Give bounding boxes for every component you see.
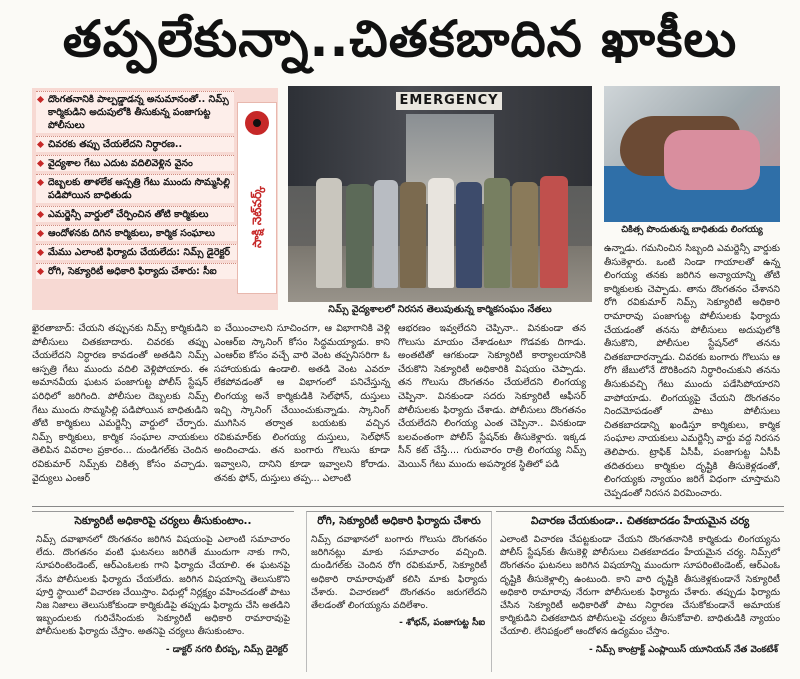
quote-body: నిమ్స్ దవాఖానలో బంగారు గొలుసు దొంగతనం జరిగినట్లు మాకు సమాచారం వచ్చింది. దుండిగల్‌కు చెందిన రోగి రవికుమార్, సెక్యూరిటీ అధికారి రామారావుతో కలిసి మాకు ఫిర్యాదు చేశారు. విచారణలో దొంగతనం జరుగలేదని తేలడంతో లింగయ్యను వదిలేశాం. [311, 534, 487, 612]
emergency-sign: EMERGENCY [396, 92, 502, 110]
protest-photo-caption: నిమ్స్ వైద్యశాలలో నిరసన తెలుపుతున్న కార్మికసంఘం నేతలు [328, 304, 552, 315]
network-tag-label: సాక్షి నెట్‌వర్క్ [250, 186, 264, 248]
quote-heading: రోగి, సెక్యూరిటీ అధికారి ఫిర్యాదు చేశారు [317, 515, 481, 527]
article-column-3: ఆభరణం ఇవ్వలేదని చెప్పినా.. వినకుండా తన గొలుసు మాయం చేశాడంటూ గొడవకు దిగాడు. అంతటితో ఆగకుండా సెక్యూరిటీ కార్యాలయానికి చేరుకొని సెక్యూరిటీ అధికారికి విషయం చెప్పాడు. తన గొలుసు దొంగతనం చేయలేదని లింగయ్య చెప్పినా. వినకుండా సదరు సెక్యూరిటీ ఆఫీసర్ పోలీసులకు ఫిర్యాదు చేశాడు. పోలీసులు దొంగతనం చేయలేదని లింగయ్య ఎంత చెప్పినా.. వినకుండా బలవంతంగా పోలీస్ స్టేషన్‌కు తీసుకెళ్లారు. ఇక్కడ సీన్ కట్ చేస్తే.... గురువారం రాత్రి లింగయ్య నిమ్స్ మెయిన్ గేటు ముందు అపస్మారక స్థితిలో పడి [398, 323, 586, 470]
quote-body: ఎలాంటి విచారణ చేపట్టకుండా చేయని దొంగతనానికి కార్మికుడు లింగయ్యను పోలీస్ స్టేషన్‌కు తీసుకెళ్లి పోలీసులు చితకబాదడం హేయమైన చర్య. నిమ్స్‌లో దొంగతనం ఘటనలు జరిగిన విషయాన్ని ముందుగా సూపరింటెండెంట్, ఆర్ఎంఓ దృష్టికి తీసుకెళ్లాల్సి ఉంటుంది. కాని వారి దృష్టికి తీసుకెళ్లకుండానే సెక్యూరిటీ అధికారి రామారావు నేరుగా పోలీసులకు ఫిర్యాదు చేశారు. తప్పుడు ఫిర్యాదు చేసిన సెక్యూరిటీ అధికారితో పాటు నిర్దారణ చేసుకోకుండానే అమాయక కార్మికుడిని చితకబాదిన పోలీసులపై చర్యలు తీసుకోవాలి. బాధితుడికి న్యాయం చేయాలి. లేనిపక్షంలో ఆందోళన ఉద్యమం చేస్తాం. [500, 534, 780, 638]
quote-box-director [32, 511, 294, 672]
highlight-item: మేము ఎలాంటి ఫిర్యాదు చేయలేదు: నిమ్స్ డైరెక్టర్ [36, 244, 276, 260]
highlight-item: ఎమర్జెన్సీ వార్డులో చేర్పించిన తోటి కార్మికులు [36, 206, 234, 222]
patient-photo-caption: చికిత్స పొందుతున్న బాధితుడు లింగయ్య [621, 225, 763, 235]
quote-signature: - శోభన్, పంజాగుట్ట సీఐ [399, 618, 485, 629]
highlight-item: రోగి, సెక్యూరిటీ అధికారి ఫిర్యాదు చేశారు: సీఐ [36, 263, 276, 279]
quote-signature: - నిమ్స్ కాంట్రాక్ట్ ఎంప్లాయిస్ యూనియన్ నేత వెంకటేశ్ [588, 644, 778, 655]
highlight-item: దొంగతనానికి పాల్పడ్డాడన్న అనుమానంతో.. నిమ్స్ కార్మికుడిని అదుపులోకి తీసుకున్న పంజాగుట్ట పోలీసులు [36, 91, 234, 133]
quote-body: నిమ్స్ దవాఖానలో దొంగతనం జరిగిన విషయంపై ఎలాంటి సమాచారం లేదు. దొంగతనం వంటి ఘటనలు జరిగితే ముందుగా నాకు గాని, సూపరింటెండెంట్, ఆర్ఎంఓలకు గాని ఫిర్యాదు చేయాలి. ఈ ఘటనపై నేను పోలీసులకు ఫిర్యాదు చేయలేదు. జరిగిన విషయాన్ని తెలుసుకొని పూర్తి స్థాయిలో విచారణ చేయిస్తాం. విధుల్లో నిర్లక్ష్యం వహించడంతో పాటు నిజ నిజాలు తెలుసుకోకుండా కార్మికుడిపై తప్పుడు ఫిర్యాదు చేసి అతడిని ఇబ్బందులకు గురిచేసిందుకు సెక్యూరిటీ అధికారి రామారావుపై పోలీసులకు ఫిర్యాదు చేస్తాం. అతనిపై చర్యలు తీసుకుంటాం. [36, 534, 290, 638]
quote-box-ci [306, 511, 492, 672]
patient-photo [604, 86, 780, 222]
article-column-4: ఉన్నాడు. గమనించిన సిబ్బంది ఎమర్జెన్సీ వార్డుకు తీసుకెళ్లారు. ఒంటి నిండా గాయాలతో ఉన్న లింగయ్య తనకు జరిగిన అన్యాయాన్ని తోటి కార్మికులకు చెప్పాడు. తాను దొంగతనం చేశానని రోగి రవికుమార్ నిమ్స్ సెక్యూరిటీ అధికారి రామారావు పంజాగుట్ట పోలీసులకు ఫిర్యాదు చేయడంతో తనను పోలీసులు అదుపులోకి తీసుకొని, పోలీసుల స్టేషన్‌లో తనను చితకబాదారన్నాడు. చివరకు బంగారు గొలుసు ఆ రోగి జేబులోనే దొరికిందని నిర్ధారించుకుని తనను తీసుకువచ్చి గేటు ముందు పడేసిపోయారని వాపోయాడు. లింగయ్యపై చేయని దొంగతనం నిందమోపడంతో పాటు పోలీసులు చితకబాదడాన్ని ఖండిస్తూ కార్మికులు, కార్మిక సంఘాల నాయకులు ఎమర్జెన్సీ వార్డు వద్ద నిరసన తెలిపారు. ట్రాఫిక్ ఏసీపీ, పంజాగుట్ట ఏసీపీ తదితరులు కార్మికుల దృష్టికి తీసుకెళ్లడంతో, లింగయ్యకు న్యాయం జరిగే విధంగా చూస్తామని చెప్పడంతో నిరసన విరమించారు. [604, 243, 780, 499]
quote-heading: విచారణ చేయకుండా.. చితకబాదడం హేయమైన చర్య [530, 515, 750, 527]
logo-dot-icon [245, 111, 269, 135]
highlight-item: చివరకు తప్పు చేయలేదని నిర్ధారణ.. [36, 136, 234, 152]
article-column-1: ఖైరతాబాద్: చేయని తప్పునకు నిమ్స్ కార్మికుడిని పోలీసులు చితకబాదారు. చివరకు తప్పు చేయలేదని నిర్ధారణ కావడంతో అతడిని నిమ్స్ ఆస్పత్రి గేటు ముందు వదిలి వెళ్లిపోయారు. ఈ అమానవీయ ఘటన పంజాగుట్ట పోలీస్ స్టేషన్ పరిధిలో జరిగింది. పోలీసుల దెబ్బలకు నిమ్స్ గేటు ముందు సొమ్మసిల్లి పడిపోయిన బాధితుడిని తోటి కార్మికులు ఎమర్జెన్సీ వార్డులో చేర్పారు. నిమ్స్ కార్మికులు, కార్మిక సంఘాల నాయకులు తెలిపిన వివరాల ప్రకారం... దుండిగల్‌కు చెందిన రవికుమార్ నిమ్స్‌కు చికిత్స కోసం వచ్చాడు. వైద్యులు ఎంఆర్ [32, 323, 208, 484]
highlight-item: దెబ్బలకు తాళలేక ఆస్పత్రి గేటు ముందు సొమ్మసిల్లి పడిపోయిన బాధితుడు [36, 174, 234, 203]
article-column-2: ఐ చేయించాలని సూచించగా, ఆ విభాగానికి వెళ్లి ఎంఆర్ఐ స్కానింగ్ కోసం సిద్ధమయ్యాడు. కాని ఎంఆర్ఐ కోసం వచ్చే వారి వెంట తప్పనిసరిగా ఓ సహాయకుడు ఉండాలి. అతడి వెంట ఎవరూ లేకపోవడంతో ఆ విభాగంలో పనిచేస్తున్న లింగయ్య అనే కార్మికుడికి సెల్‌ఫోన్, దుస్తులు ఇచ్చి స్కానింగ్ చేయించుకున్నాడు. స్కానింగ్ ముగిసిన తర్వాత బయటకు వచ్చిన రవికుమార్‌కు లింగయ్య దుస్తులు, సెల్‌ఫోన్ అందించాడు. తన బంగారు గొలుసు కూడా ఇవ్వాలని, దానిని కూడా ఇవ్వాలని కోరాడు. తనకు ఫోన్, దుస్తులు తప్ప... ఎలాంటి [214, 323, 390, 484]
quote-heading: సెక్యూరిటీ అధికారిపై చర్యలు తీసుకుంటాం.. [74, 515, 252, 527]
network-tag [237, 102, 277, 294]
quote-signature: - డాక్టర్ నగరి బీరప్ప, నిమ్స్ డైరెక్టర్ [165, 644, 288, 655]
highlight-item: ఆందోళనకు దిగిన కార్మికులు, కార్మిక సంఘాలు [36, 225, 276, 241]
protest-photo [288, 86, 592, 302]
highlight-item: వైద్యశాల గేటు ఎదుట వదిలివెళ్లిన వైనం [36, 155, 234, 171]
quote-box-union [496, 511, 784, 672]
section-divider [32, 506, 784, 507]
headline: తప్పలేకున్నా..చితకబాదిన ఖాకీలు [62, 10, 738, 68]
